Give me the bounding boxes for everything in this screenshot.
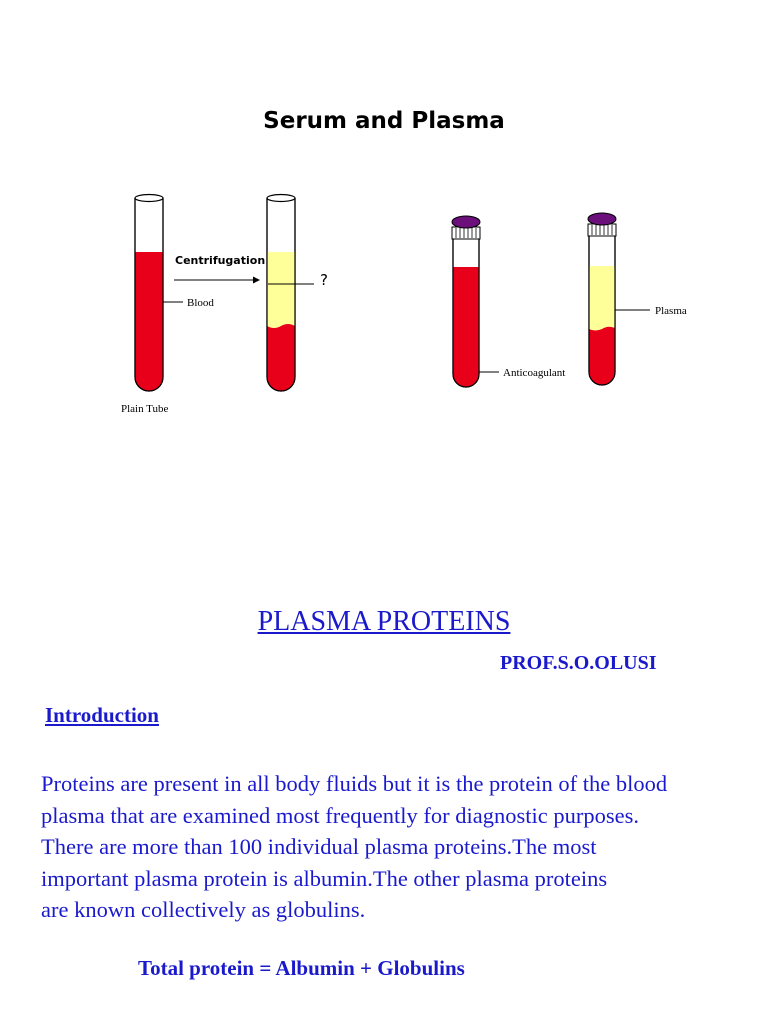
centrifugation-label: Centrifugation xyxy=(175,254,266,267)
cap xyxy=(588,213,616,225)
cap xyxy=(452,216,480,228)
blood-label: Blood xyxy=(187,297,214,309)
paragraph-line: There are more than 100 individual plasma proteins.The most xyxy=(41,834,597,859)
author-name: PROF.S.O.OLUSI xyxy=(500,652,657,674)
paragraph-line: Proteins are present in all body fluids but it is the protein of the blood xyxy=(41,771,668,796)
plasma-label: Plasma xyxy=(655,305,687,317)
introduction-paragraph xyxy=(41,768,766,926)
blood-fill xyxy=(135,252,163,391)
question-label: ? xyxy=(320,271,328,289)
total-protein-formula: Total protein = Albumin + Globulins xyxy=(138,956,465,980)
anticoagulant-tube xyxy=(452,216,480,387)
section-title: PLASMA PROTEINS xyxy=(257,606,511,637)
plain-tube-label: Plain Tube xyxy=(121,403,169,415)
plasma-fill xyxy=(589,266,615,331)
paragraph-line: plasma that are examined most frequently for diagnostic purposes. xyxy=(41,802,639,828)
blood-fill xyxy=(453,267,479,387)
serum-fill xyxy=(267,252,295,328)
cells-fill xyxy=(589,327,615,385)
plasma-tube xyxy=(588,213,616,385)
centrifuged-tube xyxy=(267,195,295,392)
page-title: Serum and Plasma xyxy=(263,108,505,134)
plain-tube-blood xyxy=(135,195,163,392)
anticoagulant-label: Anticoagulant xyxy=(503,367,566,379)
serum-plasma-diagram xyxy=(0,180,768,430)
clot-fill xyxy=(267,324,295,391)
introduction-heading: Introduction xyxy=(45,703,159,727)
paragraph-line: are known collectively as globulins. xyxy=(41,897,366,922)
paragraph-line: important plasma protein is albumin.The other plasma proteins xyxy=(41,865,608,891)
